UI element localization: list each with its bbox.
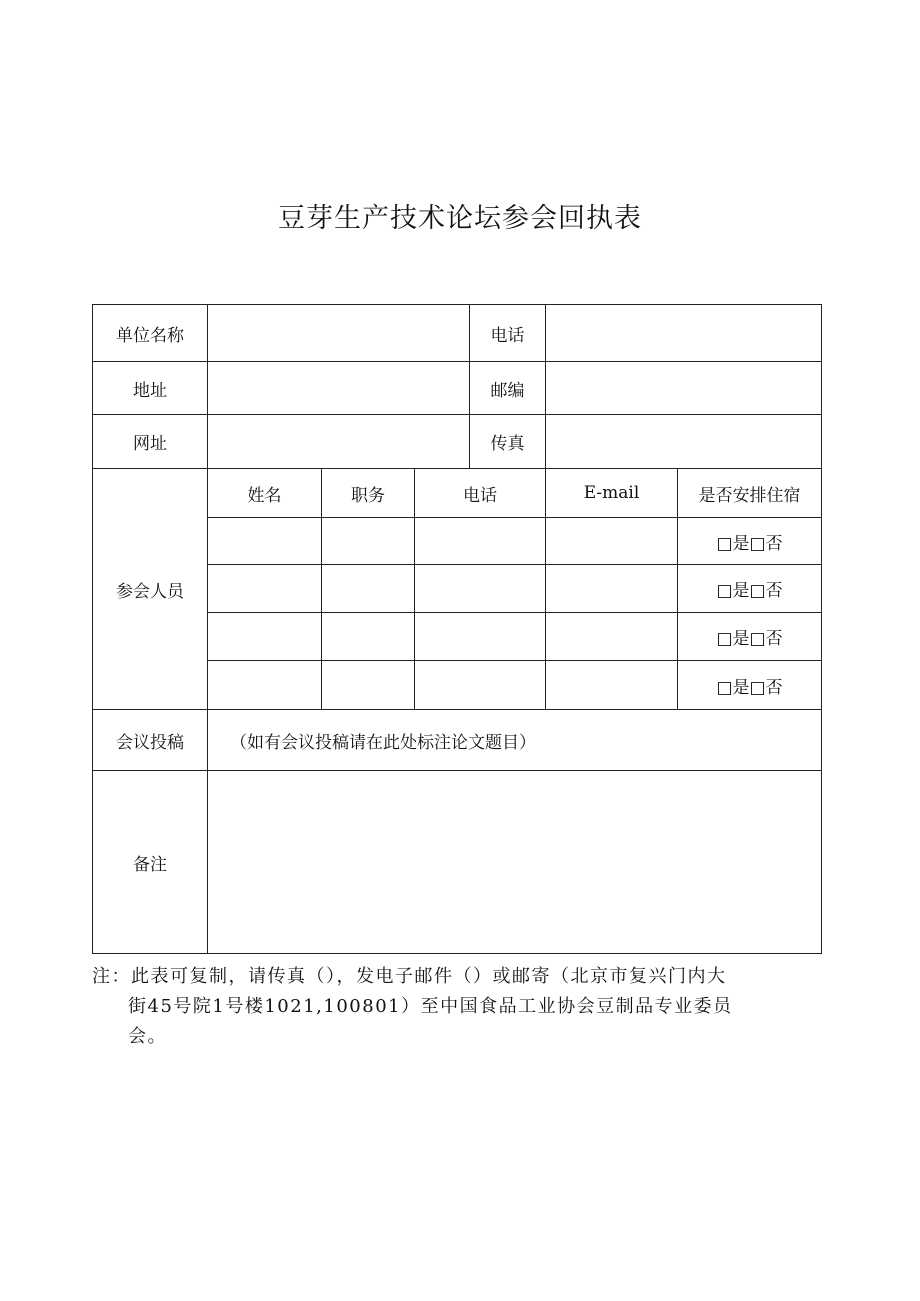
lodging-checkbox-group[interactable]: □是□否 [678, 565, 822, 613]
remarks-field[interactable] [208, 771, 822, 954]
attendee-header-email: E-mail [546, 469, 678, 518]
website-field[interactable] [208, 415, 470, 469]
phone-field[interactable] [546, 305, 822, 362]
footnote-line-1: 注：此表可复制，请传真（），发电子邮件（）或邮寄（北京市复兴门内大 [92, 966, 727, 987]
attendee-phone-cell[interactable] [415, 613, 546, 661]
postcode-label: 邮编 [470, 362, 546, 415]
attendees-label: 参会人员 [93, 469, 208, 710]
footnote-line-3: 会。 [128, 1026, 167, 1047]
address-field[interactable] [208, 362, 470, 415]
attendee-name-cell[interactable] [208, 661, 322, 710]
attendee-name-cell[interactable] [208, 613, 322, 661]
attendee-email-cell[interactable] [546, 613, 678, 661]
postcode-field[interactable] [546, 362, 822, 415]
attendee-phone-cell[interactable] [415, 565, 546, 613]
submission-field[interactable]: （如有会议投稿请在此处标注论文题目） [208, 710, 822, 771]
attendee-position-cell[interactable] [322, 518, 415, 565]
unit-name-field[interactable] [208, 305, 470, 362]
attendee-header-name: 姓名 [208, 469, 322, 518]
attendee-header-lodging: 是否安排住宿 [678, 469, 822, 518]
remarks-label: 备注 [93, 771, 208, 954]
attendee-email-cell[interactable] [546, 518, 678, 565]
lodging-checkbox-group[interactable]: □是□否 [678, 661, 822, 710]
attendee-name-cell[interactable] [208, 565, 322, 613]
attendee-phone-cell[interactable] [415, 661, 546, 710]
attendee-header-position: 职务 [322, 469, 415, 518]
attendee-name-cell[interactable] [208, 518, 322, 565]
unit-name-label: 单位名称 [93, 305, 208, 362]
fax-field[interactable] [546, 415, 822, 469]
attendee-phone-cell[interactable] [415, 518, 546, 565]
attendee-position-cell[interactable] [322, 613, 415, 661]
address-label: 地址 [93, 362, 208, 415]
footnote-line-2: 街45号院1号楼1021,100801）至中国食品工业协会豆制品专业委员 [128, 996, 733, 1017]
attendee-email-cell[interactable] [546, 661, 678, 710]
website-label: 网址 [93, 415, 208, 469]
submission-label: 会议投稿 [93, 710, 208, 771]
lodging-checkbox-group[interactable]: □是□否 [678, 518, 822, 565]
phone-label: 电话 [470, 305, 546, 362]
attendee-position-cell[interactable] [322, 565, 415, 613]
footnote [92, 962, 812, 1052]
fax-label: 传真 [470, 415, 546, 469]
registration-form [92, 304, 822, 954]
attendee-position-cell[interactable] [322, 661, 415, 710]
attendee-header-phone: 电话 [415, 469, 546, 518]
lodging-checkbox-group[interactable]: □是□否 [678, 613, 822, 661]
attendee-email-cell[interactable] [546, 565, 678, 613]
page-title: 豆芽生产技术论坛参会回执表 [278, 203, 642, 234]
